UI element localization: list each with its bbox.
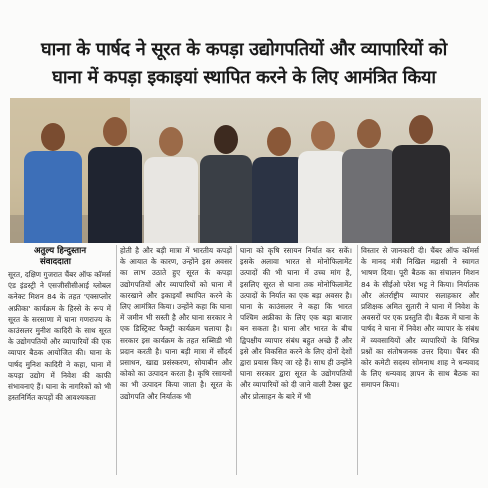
article-column-1 xyxy=(8,269,111,403)
photo-person xyxy=(88,117,142,243)
article-column-4 xyxy=(361,245,479,391)
photo-person xyxy=(24,123,82,243)
article-text: घाना को कृषि रसायन निर्यात कर सकें। इसके अलावा भारत से मोनोफिलामेंट उत्पादों की भी घाना में उच्च मांग है, इसलिए सूरत से घाना तक मोनोफिलामेंट उत्पादों के निर्यात का एक बड़ा अवसर है। घाना के काउंसलर ने कहा कि भारत पश्चिम अफ्रीका के लिए एक बड़ा बाजार बन सकता है। घाना और भारत के बीच द्विपक्षीय व्यापार संबंध बहुत अच्छे हैं और इसे और विकसित करने के लिए दोनों देशों द्वारा प्रयास किए जा रहे हैं। साथ ही उन्होंने घाना सरकार द्वारा सूरत के उद्योगपतियों और व्यापारियों को दी जाने वाली टैक्स छूट और प्रोत्साहन के बारे में भी xyxy=(240,246,352,401)
headline-line-1: घाना के पार्षद ने सूरत के कपड़ा उद्योगपतियों और व्यापारियों को xyxy=(41,39,447,60)
photo-person xyxy=(392,115,450,243)
article-column-2 xyxy=(120,245,232,402)
headline-line-2: घाना में कपड़ा इकाइयां स्थापित करने के लिए आमंत्रित किया xyxy=(52,67,436,88)
article-text: होती है और बड़ी मात्रा में भारतीय कपड़ों के आयात के कारण, उन्होंने इस अवसर का लाभ उठाते हुए सूरत के कपड़ा उद्योगपतियों और व्यापारियों को घाना में कारखाने और इकाइयाँ स्थापित करने के लिए आमंत्रित किया। उन्होंने कहा कि घाना में जमीन भी सस्ती है और घाना सरकार ने एक डिस्ट्रिक्ट फैक्ट्री कार्यक्रम चलाया है। सरकार इस कार्यक्रम के तहत सब्सिडी भी प्रदान करती है। घाना बड़ी मात्रा में सौंदर्य प्रसाधन, खाद्य प्रसंस्करण, सोयाबीन और कोको का उत्पादन करता है। कृषि रसायनों का भी उत्पादन किया जाता है। सूरत के उद्योगपति और निर्यातक भी xyxy=(120,246,232,401)
column-divider xyxy=(357,245,358,475)
photo-person xyxy=(342,119,396,243)
byline-paper: अतुल्य हिन्दुस्तान xyxy=(34,246,87,256)
article-text: सूरत, दक्षिण गुजरात चैंबर ऑफ कॉमर्स एंड इंडस्ट्री ने एसजीसीसीआई ग्लोबल कनेक्ट मिशन 84 के तहत 'एक्सप्लोर अफ्रीका' कार्यक्रम के हिस्से के रूप में सूरत के सरसाणा में घाना गणराज्य के काउंसलर मुनीश कादिरी के साथ सूरत के उद्योगपतियों और व्यापारियों की एक व्यापार बैठक आयोजित की। घाना के पार्षद मुनिश कादिरी ने कहा, घाना में कपड़ा उद्योग में निवेश की काफी संभावनाएं हैं। घाना के नागरिकों को भी हस्तनिर्मित कपड़ों की आवश्यकता xyxy=(8,270,111,403)
column-divider xyxy=(116,245,117,475)
article-column-3 xyxy=(240,245,352,402)
article-text: विस्तार से जानकारी दी। चैंबर ऑफ कॉमर्स के मानद मंत्री निखिल मद्रासी ने स्वागत भाषण दिया। पूरी बैठक का संचालन मिशन 84 के सीईओ परेश भट्ट ने किया। निर्यातक और अंतर्राष्ट्रीय व्यापार सलाहकार और प्रशिक्षक अमित सुतारी ने घाना में निवेश के अवसरों पर एक प्रस्तुति दी। बैठक में घाना के पार्षद ने घाना में निवेश और व्यापार के संबंध में व्यवसायियों और व्यापारियों के विभिन्न प्रश्नों का संतोषजनक उत्तर दिया। चैंबर की कोर कमेटी सदस्य सोमनाथ शाह ने धन्यवाद के लिए धन्यवाद ज्ञापन के साथ बैठक का समापन किया। xyxy=(361,246,479,390)
photo-person xyxy=(298,121,348,243)
byline-desk: संवाददाता xyxy=(40,257,71,267)
column-divider xyxy=(236,245,237,475)
photo-person xyxy=(144,127,198,243)
event-photo xyxy=(10,98,481,243)
photo-person xyxy=(200,125,252,243)
